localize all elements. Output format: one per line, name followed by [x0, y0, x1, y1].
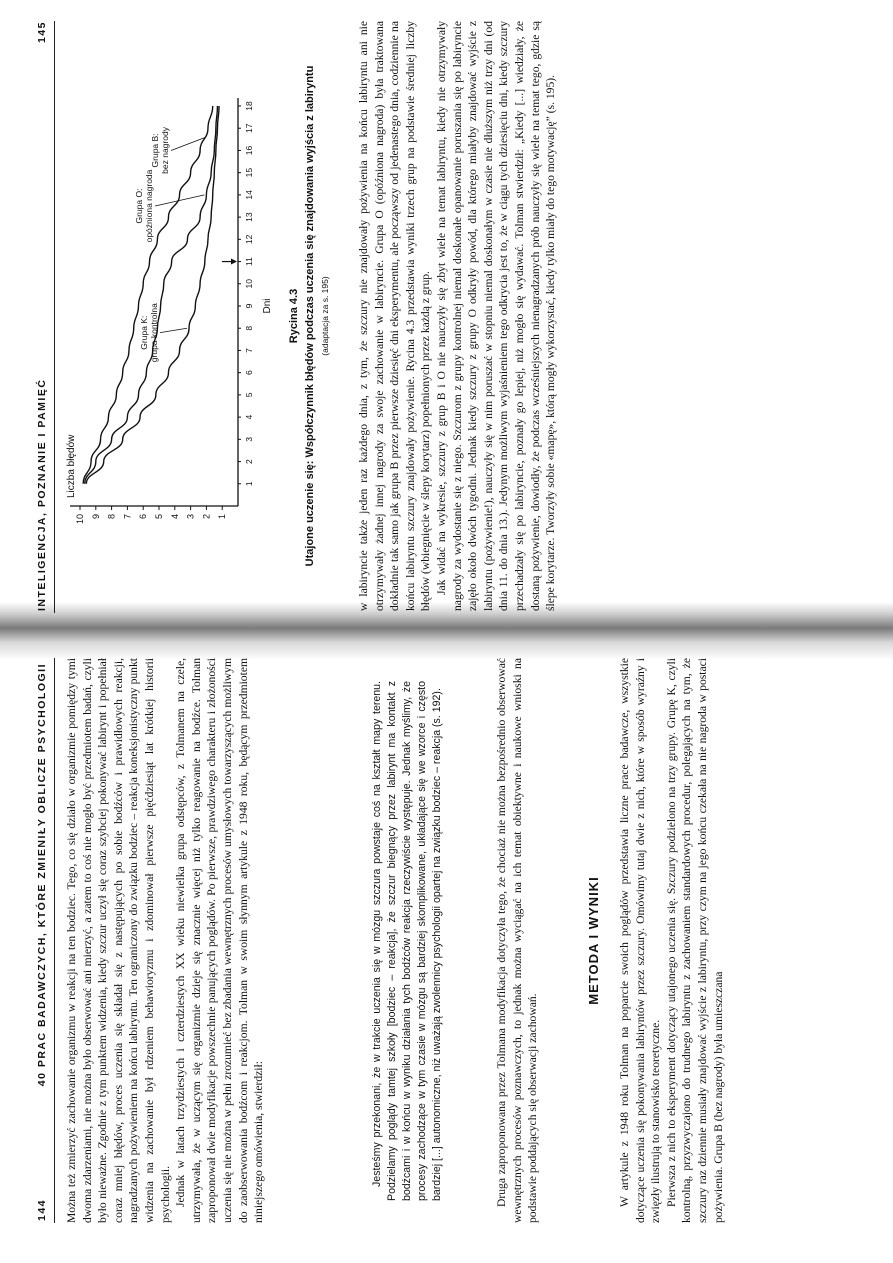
series-label-leader [160, 328, 187, 332]
y-axis-label: Liczba błędów [66, 434, 77, 498]
y-tick-label: 6 [138, 514, 149, 520]
paragraph: w labiryncie także jeden raz każdego dnia, z tym, że szczury nie znajdowały pożywienia na końcu labiryntu ani nie otrzymywały żadnej innej nagrody za swoje zachowanie w labiryncie. Grupa O (opóźniona nagroda) była traktowana dokładnie tak samo jak grupa B przez pierwsze dziesięć dni eksperymentu, ale począwszy od jedenastego dnia, codziennie na końcu labiryntu szczury znajdowały pożywienie. Rycina 4.3 przedstawia wyniki trzech grup na podstawie średniej liczby błędów (wbiegnięcie w ślepy korytarz) popełnionych przez każdą z grup. [357, 21, 433, 611]
paragraph: W artykule z 1948 roku Tolman na poparcie swoich poglądów przedstawia liczne prace badawcze, wszystkie dotyczące uczenia się pokonywania labiryntów przez szczury. Omówimy tutaj dwie z nich, które w sposób wyraźny i zwięzły ilustrują to stanowisko teoretyczne. [618, 658, 663, 1223]
x-tick-label: 10 [244, 279, 254, 289]
series-label: Grupa K:grupa kontrolna [139, 303, 160, 363]
latent-learning-chart [60, 61, 290, 581]
x-tick-label: 16 [244, 145, 254, 156]
x-tick-label: 4 [244, 414, 254, 420]
left-page [0, 635, 893, 1263]
paragraph: Druga zaproponowana przez Tolmana modyfikacja dotyczyła tego, że chociaż nie można bezpośrednio obserwować wewnętrznych procesów poznawczych, to jednak można wyciągać na ich temat obiektywne i naukowe wnioski na podstawie poddających się obserwacji zachowań. [495, 658, 540, 1223]
paragraph: Można też zmierzyć zachowanie organizmu w reakcji na ten bodziec. Tego, co się działo w organizmie pomiędzy tymi dwoma zdarzeniami, nie można było obserwować ani mierzyć, a zatem to coś nie mogło być przedmiotem badań, czyli było nieważne. Zgodnie z tym punktem widzenia, kiedy szczur uczył się coraz szybciej pokonywać labirynt i popełniał coraz mniej błędów, proces uczenia się składał się z następujących po sobie bodźców i prawidłowych reakcji, nagradzanych pożywieniem na końcu labiryntu. Ten ograniczony do związku bodziec – reakcja koneksjonistyczny punkt widzenia na zachowanie był rdzeniem behawioryzmu i zdominował pierwsze pięćdziesiąt lat krótkiej historii psychologii. [65, 658, 172, 1223]
figure-title: Utajone uczenie się: Współczynnik błędów podczas uczenia się znajdowania wyjścia z labiryntu [304, 65, 316, 567]
figure-source: (adaptacja za s. 195) [320, 276, 330, 356]
x-axis-label: Dni [262, 298, 273, 314]
x-tick-label: 3 [244, 436, 254, 442]
series-label: Grupa O:opóźniona nagroda [134, 169, 155, 243]
left-body-top [64, 658, 267, 1223]
right-running-head: INTELIGENCJA, POZNANIE I PAMIĘĆ [36, 378, 48, 611]
left-header-rule [54, 658, 55, 1223]
right-page-number: 145 [36, 21, 48, 44]
paragraph: Jednak w latach trzydziestych i czterdziestych XX wieku niewielka grupa odstępców, z Tolmanem na czele, utrzymywała, że w uczącym się organizmie dzieje się znacznie więcej niż tylko reagowanie na bodźce. Tolman zaproponował dwie modyfikacje powszechnie panujących poglądów. Po pierwsze, prawdziwego charakteru i złożoności uczenia się nie można w pełni zrozumieć bez zbadania wewnętrznych procesów umysłowych towarzyszących możliwym do zaobserwowania bodźcom i reakcjom. Tolman w swoim słynnym artykule z 1948 roku, będącym przedmiotem niniejszego omówienia, stwierdził: [174, 658, 266, 1223]
chart-labels [66, 126, 273, 498]
y-tick-label: 7 [122, 514, 133, 520]
left-running-head: 40 PRAC BADAWCZYCH, KTÓRE ZMIENIŁY OBLICZE PSYCHOLOGII [36, 663, 48, 1087]
y-tick-label: 2 [201, 514, 212, 520]
x-tick-label: 1 [244, 481, 254, 487]
x-tick-label: 2 [244, 459, 254, 464]
x-tick-label: 6 [244, 370, 254, 376]
y-tick-label: 8 [106, 514, 117, 520]
block-quote [370, 681, 445, 1201]
right-body [356, 21, 559, 611]
paragraph: Pierwsza z nich to eksperyment dotyczący utajonego uczenia się. Szczury podzielono na trzy grupy. Grupę K, czyli kontrolną, przyzwyczajono do trudnego labiryntu z zachowaniem standardowych procedur, polegających na tym, że szczury raz dziennie musiały znajdować wyjście z labiryntu, przy czym na jego końcu czekała na nie nagroda w postaci pożywienia. Grupa B (bez nagrody) była umieszczana [664, 658, 725, 1223]
left-body-bottom [617, 658, 726, 1223]
y-tick-label: 9 [90, 514, 101, 520]
x-tick-label: 5 [244, 392, 254, 398]
right-page [0, 0, 893, 621]
right-header-rule [54, 21, 55, 613]
x-tick-label: 9 [244, 303, 254, 309]
y-tick-label: 5 [154, 514, 164, 520]
x-tick-label: 17 [244, 123, 254, 133]
x-tick-label: 18 [244, 101, 254, 111]
quote-text: Jesteśmy przekonani, że w trakcie uczenia się w mózgu szczura powstaje coś na kształt mapy terenu. Podzielamy poglądy tamtej szkoły [bodziec – reakcja], że szczur biegnący przez labirynt ma kontakt z bodźcami i w końcu w wyniku działania tych bodźców reakcja rzeczywiście występuje. Jednak myślimy, że procesy zachodzące w tym czasie w mózgu są bardziej skomplikowane, układające się we wzorce i często bardziej [...] autonomiczne, niż uważają zwolennicy psychologii opartej na związku bodziec – reakcja (s. 192). [371, 681, 443, 1201]
x-tick-label: 15 [244, 167, 254, 178]
series-line [83, 106, 213, 484]
x-tick-label: 12 [244, 234, 254, 245]
x-tick-label: 13 [244, 212, 254, 222]
figure-caption [288, 21, 330, 611]
x-tick-label: 7 [244, 348, 254, 353]
paragraph: Jak widać na wykresie, szczury z grup B i O nie nauczyły się zbyt wiele na temat labiryntu, kiedy nie otrzymywały nagrody za wydostanie się z niego. Szczurom z grupy kontrolnej niemal doskonałe opanowanie poruszania się po labiryncie zajęło około dwóch tygodni. Jednak kiedy szczury z grupy O odkryły powód, dla którego miałyby znajdować wyjście z labiryntu (pożywienie!), nauczyły się w nim poruszać w stopniu niemal doskonałym w czasie nie dłuższym niż trzy dni (od dnia 11. do dnia 13.). Jedynym możliwym wyjaśnieniem tego odkrycia jest to, że w ciągu tych dziesięciu dni, kiedy szczury przechadzały się po labiryncie, poznały go lepiej, niż mogło się wydawać. Tolman stwierdził: „Kiedy [...] wiedziały, że dostaną pożywienie, dowiodły, że podczas wcześniejszych nienagradzanych prób nauczyły się wiele na temat tego, gdzie są ślepe korytarze. Tworzyły sobie «mapę», którą mogły wykorzystać, kiedy tylko miały do tego motywację” (s. 195). [434, 21, 558, 611]
y-tick-label: 3 [185, 514, 196, 520]
section-heading: METODA I WYNIKI [586, 876, 601, 1005]
left-body-middle [494, 658, 541, 1223]
x-tick-label: 8 [244, 325, 254, 331]
x-tick-label: 14 [244, 190, 254, 200]
x-tick-label: 11 [244, 257, 254, 266]
y-tick-label: 1 [217, 514, 228, 520]
y-tick-label: 10 [75, 514, 85, 525]
series-label: Grupa B:bez nagrody [150, 127, 171, 174]
left-page-number: 144 [36, 1198, 48, 1221]
y-tick-label: 4 [169, 514, 180, 520]
reward-start-arrow-icon [231, 259, 237, 265]
figure-label: Rycina 4.3 [288, 288, 300, 344]
